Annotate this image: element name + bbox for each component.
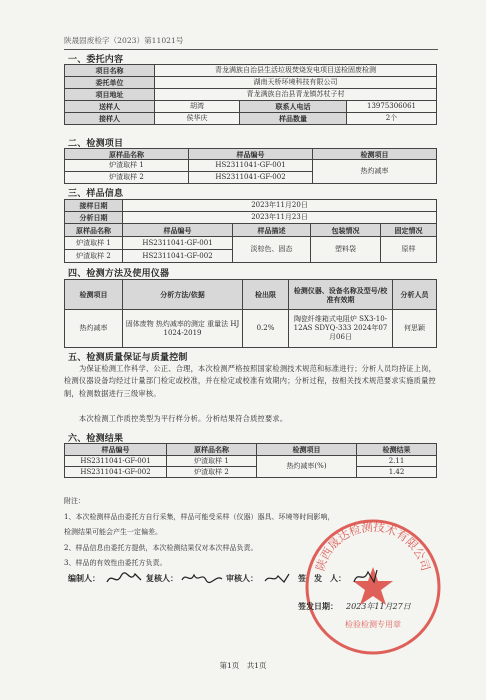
reviewer-signature (180, 568, 224, 588)
sample-name: 炉渣取样 1 (65, 160, 189, 172)
issuer-label: 签 发 人： (298, 573, 346, 583)
qc-paragraph-2: 本次检测工作质控类型为平行样分析。分析结果符合质控要求。 (79, 414, 288, 423)
issue-date-label: 签发日期： (298, 601, 338, 611)
note-1: 1、本次检测样品由委托方自行采集，样品可能受采样（仪器）器具、环境等时间影响， (64, 513, 335, 521)
th-instrument: 检测仪器、设备名称及型号/校准有效期 (289, 280, 393, 310)
address-label: 项目地址 (65, 89, 155, 101)
analyst-name: 何思颖 (393, 310, 437, 348)
editor-signature (104, 568, 144, 588)
th-analyst: 分析人员 (393, 280, 437, 310)
th-sample-code: 样品编号 (189, 149, 313, 160)
th-fixed: 固定情况 (381, 224, 437, 237)
receive-date-label: 接样日期 (65, 200, 123, 212)
detection-limit: 0.2% (243, 310, 289, 348)
qty-value: 2个 (347, 113, 437, 125)
phone-value: 13975306061 (347, 101, 437, 113)
method-standard: 固体废物 热灼减率的测定 重量法 HJ 1024-2019 (123, 310, 243, 348)
reviewer-label: 复核人： (146, 573, 178, 583)
result-sample-name: 炉渣取样 2 (167, 467, 257, 478)
section-5-title: 五、检测质量保证与质量控制 (68, 353, 188, 363)
section-6-title: 六、检测结果 (68, 434, 124, 444)
section-2-title: 二、检测项目 (68, 139, 124, 149)
result-test-item: 热灼减率(%) (257, 456, 357, 478)
th-test-item: 检测项目 (65, 280, 123, 310)
sender-value: 胡湾 (155, 101, 240, 113)
th-sample-desc: 样品描述 (233, 224, 311, 237)
th-limit: 检出限 (243, 280, 289, 310)
sample-description: 淡棕色、固态 (233, 237, 311, 263)
th-result: 检测结果 (357, 444, 437, 456)
project-name-value: 青龙满族自治县生活垃圾焚烧发电项目送检固废检测 (155, 65, 437, 77)
report-number: 陕晟固废检字（2023）第11021号 (64, 36, 184, 45)
header-rule (64, 49, 438, 50)
instrument-info: 陶瓷纤维箱式电阻炉 SX3-10-12AS SDYQ-333 2024年07月06日 (289, 310, 393, 348)
section-4-title: 四、检测方法及使用仪器 (68, 269, 170, 279)
th-sample-code: 样品编号 (123, 224, 233, 237)
sample-code: HS2311041-GF-001 (189, 160, 313, 172)
client-label: 委托单位 (65, 77, 155, 89)
result-value: 1.42 (357, 467, 437, 478)
note-3: 3、样品的有效性由委托方负责。 (64, 559, 167, 567)
sample-code: HS2311041-GF-002 (123, 250, 233, 263)
client-value: 湖南天桥环境科技有限公司 (155, 77, 437, 89)
results-table (64, 443, 437, 478)
result-sample-name: 炉渣取样 1 (167, 456, 257, 467)
sample-code: HS2311041-GF-002 (189, 172, 313, 184)
package-value: 塑料袋 (311, 237, 381, 263)
project-name-label: 项目名称 (65, 65, 155, 77)
test-items-table (64, 148, 437, 184)
sample-name: 炉渣取样 2 (65, 250, 123, 263)
note-1-cont: 检测结果可能会产生一定偏差。 (64, 528, 162, 536)
receiver-label: 接样人 (65, 113, 155, 125)
qc-paragraph-1: 为保证检测工作科学、公正、合理，本次检测严格按照国家检测技术规范和标准进行；分析人员均持证上岗，检测仪器设备均经过计量部门检定或校准，并在检定或校准有效期内；分析过程，按相关技术规范要求实施质量控制，检测数据进行三级审核。 (64, 364, 437, 398)
qty-label: 样品数量 (240, 113, 347, 125)
sender-label: 送样人 (65, 101, 155, 113)
address-value: 青龙满族自治县青龙镇苏杖子村 (155, 89, 437, 101)
analysis-date-value: 2023年11月23日 (123, 212, 437, 224)
th-sample-code: 样品编号 (65, 444, 167, 456)
sample-name: 炉渣取样 2 (65, 172, 189, 184)
sample-name: 炉渣取样 1 (65, 237, 123, 250)
seal-text: 陕西晟达检测技术有限公司 (313, 519, 433, 573)
th-sample-name: 原样品名称 (167, 444, 257, 456)
test-item: 热灼减率 (313, 160, 437, 184)
issue-date-value: 2023年11月27日 (346, 602, 411, 611)
receiver-value: 侯华庆 (155, 113, 240, 125)
commission-table (64, 64, 437, 125)
th-test-item: 检测项目 (313, 149, 437, 160)
th-sample-name: 原样品名称 (65, 149, 189, 160)
th-method: 分析方法/依据 (123, 280, 243, 310)
method-table (64, 279, 437, 348)
editor-label: 编制人： (68, 573, 100, 583)
auditor-signature (262, 568, 292, 588)
sample-code: HS2311041-GF-001 (123, 237, 233, 250)
analysis-date-label: 分析日期 (65, 212, 123, 224)
seal-subtext: 检验检测专用章 (345, 620, 401, 629)
receive-date-value: 2023年11月20日 (123, 200, 437, 212)
note-2: 2、样品信息由委托方提供，本次检测结果仅对本次样品负责。 (64, 544, 258, 552)
fixed-value: 原样 (381, 237, 437, 263)
method-test-item: 热灼减率 (65, 310, 123, 348)
section-1-title: 一、委托内容 (68, 55, 124, 65)
th-sample-name: 原样品名称 (65, 224, 123, 237)
section-3-title: 三、样品信息 (68, 189, 124, 199)
sample-info-table (64, 199, 437, 263)
result-sample-code: HS2311041-GF-001 (65, 456, 167, 467)
th-test-item: 检测项目 (257, 444, 357, 456)
phone-label: 联系人电话 (240, 101, 347, 113)
auditor-label: 审核人： (226, 573, 258, 583)
result-sample-code: HS2311041-GF-002 (65, 467, 167, 478)
result-value: 2.11 (357, 456, 437, 467)
th-package: 包装情况 (311, 224, 381, 237)
page-footer: 第1页 共1页 (219, 661, 267, 670)
notes-title: 附注： (64, 497, 85, 505)
issuer-signature (350, 566, 380, 588)
